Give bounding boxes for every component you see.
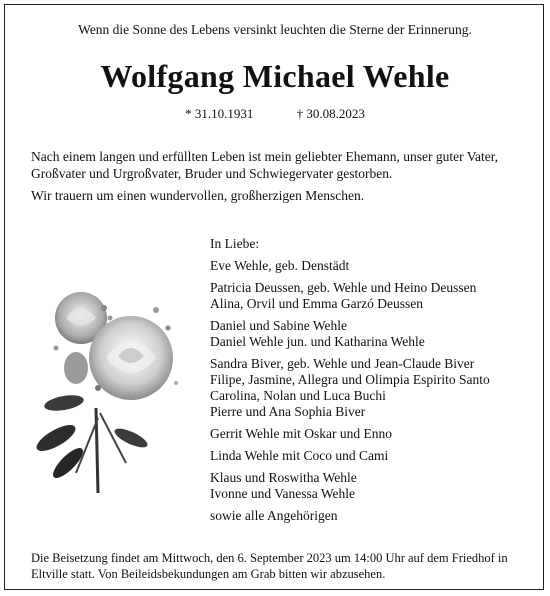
deceased-name: Wolfgang Michael Wehle: [100, 58, 450, 94]
announcement-line: Nach einem langen und erfüllten Leben ist mein geliebter Ehemann, unser guter Vater,: [31, 149, 499, 164]
mourner-line: sowie alle Angehörigen: [210, 508, 338, 523]
mourner-line: Daniel Wehle jun. und Katharina Wehle: [210, 334, 425, 349]
announcement-paragraph: [31, 148, 531, 182]
birth-date: * 31.10.1931: [185, 106, 254, 121]
mourner-line: Alina, Orvil und Emma Garzó Deussen: [210, 296, 423, 311]
mourner-line: Klaus und Roswitha Wehle: [210, 470, 357, 485]
mourner-group: [210, 426, 540, 442]
mourner-group: [210, 280, 540, 312]
funeral-info: [31, 550, 536, 582]
motto: Wenn die Sonne des Lebens versinkt leuchten die Sterne der Erinnerung.: [78, 22, 472, 37]
mourner-group: [210, 318, 540, 350]
announcement-line: Großvater und Urgroßvater, Bruder und Schwiegervater gestorben.: [31, 166, 393, 181]
mourning-statement: Wir trauern um einen wundervollen, großherzigen Menschen.: [31, 188, 365, 203]
mourner-line: Ivonne und Vanessa Wehle: [210, 486, 356, 501]
funeral-info-line: Eltville statt. Von Beileidsbekundungen am Grab bitten wir abzusehen.: [31, 567, 386, 581]
mourner-line: Sandra Biver, geb. Wehle und Jean-Claude Biver: [210, 356, 475, 371]
funeral-info-line: Die Beisetzung findet am Mittwoch, den 6. September 2023 um 14:00 Uhr auf dem Friedhof in: [31, 551, 508, 565]
mourner-line: Filipe, Jasmine, Allegra und Olimpia Espirito Santo: [210, 372, 490, 387]
mourner-group: [210, 258, 540, 274]
mourner-group: [210, 448, 540, 464]
mourner-group: [210, 356, 540, 420]
mourner-group: [210, 470, 540, 502]
mourner-line: Patricia Deussen, geb. Wehle und Heino Deussen: [210, 280, 477, 295]
mourner-line: Eve Wehle, geb. Denstädt: [210, 258, 350, 273]
life-dates: [0, 106, 550, 122]
mourner-line: Carolina, Nolan und Luca Buchi: [210, 388, 386, 403]
rose-bouquet-icon: [36, 288, 186, 498]
mourner-group: [210, 508, 540, 524]
mourners-list: [210, 236, 540, 530]
mourner-line: Daniel und Sabine Wehle: [210, 318, 348, 333]
mourner-line: Linda Wehle mit Coco und Cami: [210, 448, 389, 463]
in-love-heading: In Liebe:: [210, 236, 260, 251]
mourner-line: Gerrit Wehle mit Oskar und Enno: [210, 426, 392, 441]
mourner-line: Pierre und Ana Sophia Biver: [210, 404, 366, 419]
death-date: † 30.08.2023: [296, 106, 365, 121]
